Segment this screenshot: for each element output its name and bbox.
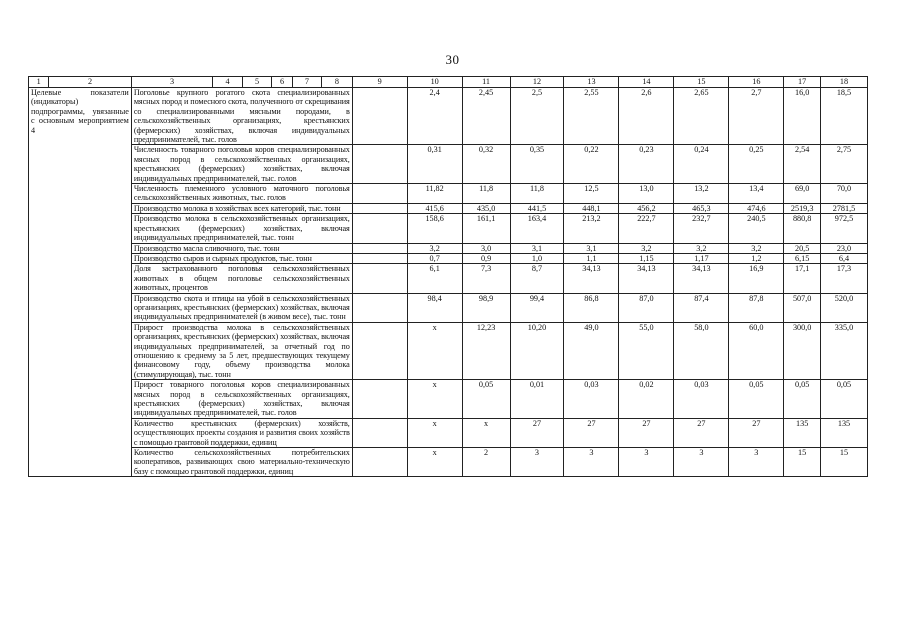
indicator-row [29, 264, 868, 293]
empty-cell [352, 253, 407, 263]
value-cell: 3,1 [510, 243, 564, 253]
value-cell: 6,1 [407, 264, 462, 293]
value-cell: 135 [820, 418, 867, 447]
value-cell: 15 [820, 448, 867, 477]
value-cell: 11,82 [407, 184, 462, 204]
value-cell: 1,15 [619, 253, 674, 263]
value-cell: 16,0 [784, 88, 821, 145]
column-number-row [29, 77, 868, 88]
value-cell: 16,9 [729, 264, 784, 293]
page-number: 30 [445, 52, 460, 67]
value-cell: 880,8 [784, 214, 821, 243]
value-cell: х [407, 380, 462, 419]
value-cell: 448,1 [564, 203, 619, 213]
header-cell: 7 [292, 77, 322, 88]
value-cell: х [407, 448, 462, 477]
value-cell: 0,05 [462, 380, 510, 419]
value-cell: 8,7 [510, 264, 564, 293]
value-cell: 0,01 [510, 380, 564, 419]
empty-cell [352, 88, 407, 145]
indicators-table [28, 76, 868, 477]
value-cell: 34,13 [619, 264, 674, 293]
value-cell: 456,2 [619, 203, 674, 213]
value-cell: 972,5 [820, 214, 867, 243]
value-cell: 12,5 [564, 184, 619, 204]
value-cell: 18,5 [820, 88, 867, 145]
indicator-name: Количество сельскохозяйственных потребительских кооперативов, развивающих свою материально-техническую базу с помощью грантовой поддержки, единиц [131, 448, 352, 477]
value-cell: 441,5 [510, 203, 564, 213]
header-cell: 12 [510, 77, 564, 88]
value-cell: 0,9 [462, 253, 510, 263]
value-cell: 2,7 [729, 88, 784, 145]
value-cell: 0,05 [820, 380, 867, 419]
value-cell: 27 [729, 418, 784, 447]
value-cell: 34,13 [674, 264, 729, 293]
value-cell: 27 [674, 418, 729, 447]
value-cell: 6,4 [820, 253, 867, 263]
indicator-row [29, 448, 868, 477]
value-cell: 3,0 [462, 243, 510, 253]
value-cell: 60,0 [729, 322, 784, 379]
value-cell: 0,23 [619, 145, 674, 184]
indicator-row [29, 253, 868, 263]
empty-cell [352, 418, 407, 447]
value-cell: 520,0 [820, 293, 867, 322]
value-cell: 1,1 [564, 253, 619, 263]
value-cell: 3,2 [729, 243, 784, 253]
value-cell: 0,32 [462, 145, 510, 184]
header-cell: 6 [272, 77, 292, 88]
value-cell: 13,4 [729, 184, 784, 204]
value-cell: 86,8 [564, 293, 619, 322]
value-cell: 222,7 [619, 214, 674, 243]
indicator-row [29, 418, 868, 447]
value-cell: 240,5 [729, 214, 784, 243]
value-cell: 474,6 [729, 203, 784, 213]
value-cell: 135 [784, 418, 821, 447]
value-cell: 34,13 [564, 264, 619, 293]
empty-cell [352, 322, 407, 379]
header-cell: 9 [352, 77, 407, 88]
value-cell: 2,6 [619, 88, 674, 145]
header-cell: 13 [564, 77, 619, 88]
indicator-row [29, 293, 868, 322]
value-cell: 465,3 [674, 203, 729, 213]
value-cell: 3,2 [407, 243, 462, 253]
value-cell: 7,3 [462, 264, 510, 293]
value-cell: 12,23 [462, 322, 510, 379]
indicator-row [29, 203, 868, 213]
empty-cell [352, 203, 407, 213]
header-cell: 4 [213, 77, 243, 88]
indicator-name: Производство молока в сельскохозяйственных организациях, крестьянских (фермерских) хозяйствах, включая индивидуальных предпринимателей, тыс. тонн [131, 214, 352, 243]
value-cell: 99,4 [510, 293, 564, 322]
value-cell: 49,0 [564, 322, 619, 379]
value-cell: 1,0 [510, 253, 564, 263]
value-cell: 17,3 [820, 264, 867, 293]
indicator-row [29, 88, 868, 145]
header-cell: 15 [674, 77, 729, 88]
value-cell: 335,0 [820, 322, 867, 379]
value-cell: 2,65 [674, 88, 729, 145]
section-label: Целевые показатели (индикаторы) подпрограммы, увязанные с основным мероприятием 4 [29, 88, 132, 477]
value-cell: 161,1 [462, 214, 510, 243]
indicator-name: Количество крестьянских (фермерских) хозяйств, осуществляющих проекты создания и развития своих хозяйств с помощью грантовой поддержки, единиц [131, 418, 352, 447]
value-cell: 13,2 [674, 184, 729, 204]
empty-cell [352, 184, 407, 204]
value-cell: 0,22 [564, 145, 619, 184]
value-cell: 435,0 [462, 203, 510, 213]
value-cell: 55,0 [619, 322, 674, 379]
value-cell: 2,5 [510, 88, 564, 145]
value-cell: 10,20 [510, 322, 564, 379]
indicator-name: Производство скота и птицы на убой в сельскохозяйственных организациях, крестьянских (фермерских) хозяйствах, включая индивидуальных предпринимателей (в живом весе), тыс. тонн [131, 293, 352, 322]
value-cell: 2,55 [564, 88, 619, 145]
value-cell: 3,1 [564, 243, 619, 253]
value-cell: 27 [564, 418, 619, 447]
value-cell: 0,03 [564, 380, 619, 419]
header-cell: 11 [462, 77, 510, 88]
header-cell: 1 [29, 77, 49, 88]
header-cell: 8 [322, 77, 353, 88]
value-cell: х [407, 418, 462, 447]
indicator-row [29, 214, 868, 243]
empty-cell [352, 293, 407, 322]
value-cell: 3 [674, 448, 729, 477]
value-cell: 0,24 [674, 145, 729, 184]
value-cell: х [407, 322, 462, 379]
value-cell: 2519,3 [784, 203, 821, 213]
indicator-name: Производство сыров и сырных продуктов, тыс. тонн [131, 253, 352, 263]
value-cell: 0,35 [510, 145, 564, 184]
value-cell: 98,4 [407, 293, 462, 322]
value-cell: 163,4 [510, 214, 564, 243]
header-cell: 14 [619, 77, 674, 88]
header-cell: 17 [784, 77, 821, 88]
value-cell: 300,0 [784, 322, 821, 379]
value-cell: 69,0 [784, 184, 821, 204]
value-cell: 3 [619, 448, 674, 477]
indicator-name: Производство масла сливочного, тыс. тонн [131, 243, 352, 253]
header-cell: 16 [729, 77, 784, 88]
indicator-name: Прирост товарного поголовья коров специализированных мясных пород в сельскохозяйственных организациях, крестьянских (фермерских) хозяйствах, включая индивидуальных предпринимателей, тыс. голов [131, 380, 352, 419]
value-cell: 27 [619, 418, 674, 447]
value-cell: 0,03 [674, 380, 729, 419]
value-cell: 11,8 [462, 184, 510, 204]
empty-cell [352, 380, 407, 419]
value-cell: 70,0 [820, 184, 867, 204]
value-cell: 87,4 [674, 293, 729, 322]
value-cell: 2,4 [407, 88, 462, 145]
empty-cell [352, 264, 407, 293]
value-cell: 507,0 [784, 293, 821, 322]
indicator-name: Прирост производства молока в сельскохозяйственных организациях, крестьянских (фермерских) хозяйствах, включая индивидуальных предпринимателей, за отчетный год по отношению к среднему за 5 лет, предшествующих текущему финансовому году, объему производства молока (стимулирующая), тыс. тонн [131, 322, 352, 379]
value-cell: 15 [784, 448, 821, 477]
value-cell: 415,6 [407, 203, 462, 213]
value-cell: 0,31 [407, 145, 462, 184]
value-cell: 0,7 [407, 253, 462, 263]
value-cell: 3,2 [674, 243, 729, 253]
value-cell: 2781,5 [820, 203, 867, 213]
header-cell: 2 [49, 77, 131, 88]
indicator-name: Производство молока в хозяйствах всех категорий, тыс. тонн [131, 203, 352, 213]
value-cell: 0,05 [729, 380, 784, 419]
empty-cell [352, 448, 407, 477]
empty-cell [352, 214, 407, 243]
value-cell: 2,54 [784, 145, 821, 184]
empty-cell [352, 145, 407, 184]
value-cell: 2,75 [820, 145, 867, 184]
value-cell: 1,17 [674, 253, 729, 263]
value-cell: 3 [564, 448, 619, 477]
value-cell: 87,0 [619, 293, 674, 322]
header-cell: 10 [407, 77, 462, 88]
value-cell: 213,2 [564, 214, 619, 243]
indicator-row [29, 380, 868, 419]
indicator-name: Доля застрахованного поголовья сельскохозяйственных животных в общем поголовье сельскохозяйственных животных, процентов [131, 264, 352, 293]
value-cell: 3,2 [619, 243, 674, 253]
indicator-row [29, 322, 868, 379]
value-cell: 0,25 [729, 145, 784, 184]
indicator-row [29, 243, 868, 253]
empty-cell [352, 243, 407, 253]
value-cell: 0,05 [784, 380, 821, 419]
value-cell: х [462, 418, 510, 447]
value-cell: 13,0 [619, 184, 674, 204]
header-cell: 3 [131, 77, 212, 88]
value-cell: 2,45 [462, 88, 510, 145]
value-cell: 6,15 [784, 253, 821, 263]
value-cell: 20,5 [784, 243, 821, 253]
value-cell: 0,02 [619, 380, 674, 419]
indicator-name: Поголовье крупного рогатого скота специализированных мясных пород и помесного скота, полученного от скрещивания со специализированными мясными породами, в сельскохозяйственных организациях, крестьянских (фермерских) хозяйствах, включая индивидуальных предпринимателей, тыс. голов [131, 88, 352, 145]
value-cell: 11,8 [510, 184, 564, 204]
header-cell: 18 [820, 77, 867, 88]
value-cell: 58,0 [674, 322, 729, 379]
value-cell: 27 [510, 418, 564, 447]
value-cell: 2 [462, 448, 510, 477]
value-cell: 232,7 [674, 214, 729, 243]
value-cell: 17,1 [784, 264, 821, 293]
value-cell: 3 [510, 448, 564, 477]
value-cell: 87,8 [729, 293, 784, 322]
value-cell: 23,0 [820, 243, 867, 253]
value-cell: 3 [729, 448, 784, 477]
indicator-name: Численность племенного условного маточного поголовья сельскохозяйственных животных, тыс. голов [131, 184, 352, 204]
value-cell: 98,9 [462, 293, 510, 322]
indicator-row [29, 184, 868, 204]
indicator-row [29, 145, 868, 184]
header-cell: 5 [242, 77, 272, 88]
value-cell: 1,2 [729, 253, 784, 263]
value-cell: 158,6 [407, 214, 462, 243]
indicator-name: Численность товарного поголовья коров специализированных мясных пород в сельскохозяйственных организациях, крестьянских (фермерских) хозяйствах, включая индивидуальных предпринимателей, тыс. голов [131, 145, 352, 184]
